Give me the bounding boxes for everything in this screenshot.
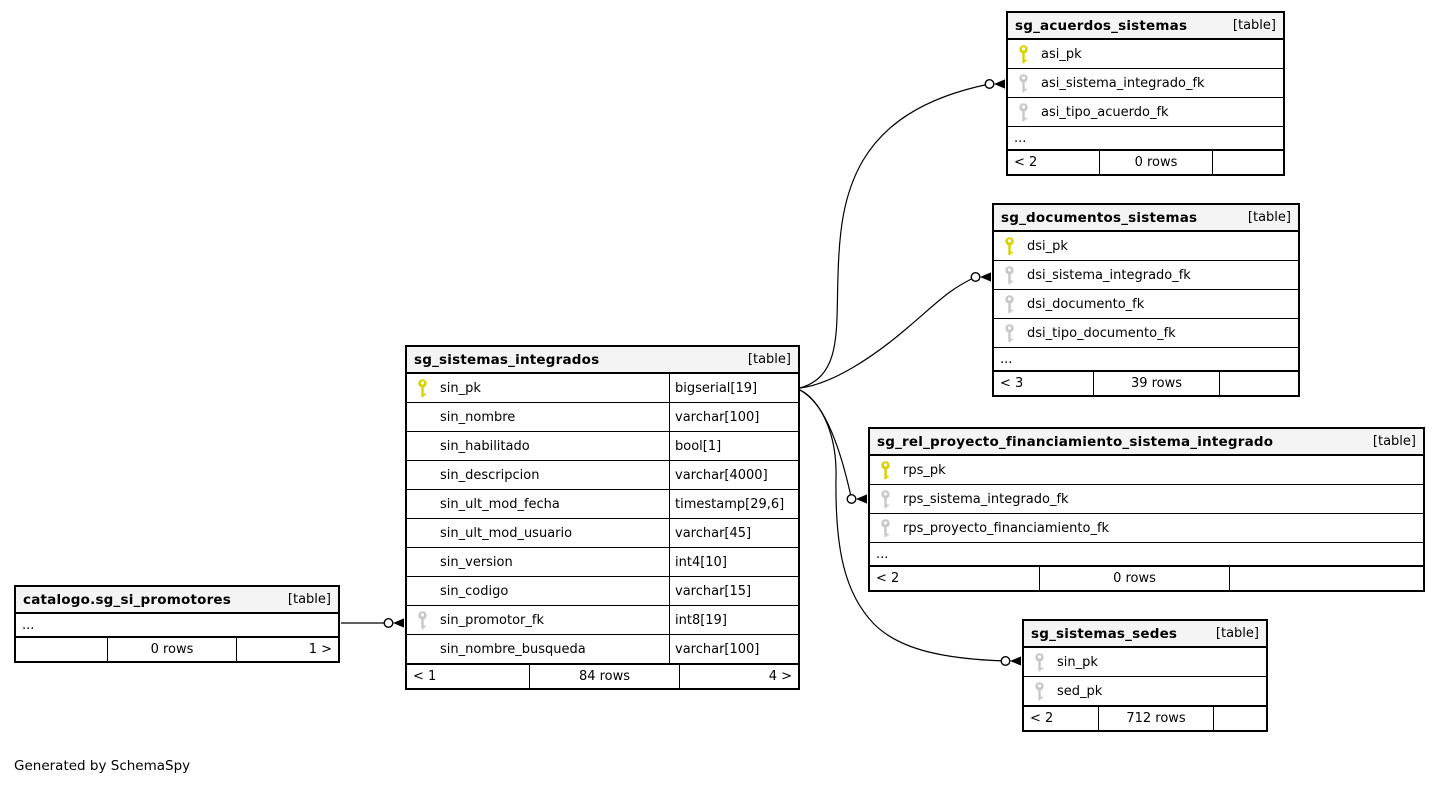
table-title: sg_rel_proyecto_financiamiento_sistema_integrado — [877, 433, 1274, 450]
foreign-key-icon — [1018, 74, 1029, 93]
footer-children: 1 > — [308, 642, 332, 657]
crow-arrow-icon — [856, 494, 867, 503]
table-tag: [table] — [1232, 18, 1276, 33]
table-title: sg_sistemas_sedes — [1031, 625, 1178, 642]
column-row — [870, 514, 1423, 543]
foreign-key-icon — [880, 490, 891, 509]
table-header — [16, 587, 338, 614]
footer-parents: < 2 — [1024, 707, 1099, 730]
crow-arrow-icon — [1010, 656, 1021, 665]
column-name: sin_promotor_fk — [440, 612, 545, 628]
column-name: sin_nombre_busqueda — [440, 641, 586, 657]
ellipsis-row: ... — [994, 348, 1298, 371]
primary-key-icon — [880, 461, 891, 480]
zero-circle-icon — [1001, 657, 1010, 666]
column-name: sin_pk — [440, 380, 481, 396]
zero-circle-icon — [971, 273, 980, 282]
column-row — [1008, 69, 1283, 98]
crow-arrow-icon — [393, 618, 404, 627]
column-name: rps_pk — [903, 462, 946, 478]
column-row — [407, 432, 798, 461]
column-row — [1024, 677, 1266, 706]
footer-rowcount: 39 rows — [1094, 372, 1220, 395]
footer-rowcount: 0 rows — [108, 638, 237, 661]
footer-children — [1214, 707, 1266, 730]
column-name: dsi_sistema_integrado_fk — [1027, 267, 1191, 283]
table-footer — [1024, 706, 1266, 730]
column-name: asi_sistema_integrado_fk — [1041, 75, 1205, 91]
ellipsis-row: ... — [1008, 127, 1283, 150]
footer-children — [1213, 151, 1283, 174]
foreign-key-icon — [417, 611, 428, 630]
column-row — [870, 456, 1423, 485]
column-row — [407, 519, 798, 548]
table-node-sg-sistemas-sedes[interactable] — [1022, 619, 1268, 732]
column-name: rps_proyecto_financiamiento_fk — [903, 520, 1110, 536]
column-row — [1008, 40, 1283, 69]
primary-key-icon — [417, 379, 428, 398]
table-title: catalogo.sg_si_promotores — [23, 591, 232, 608]
edge-integrados-rel-proyecto — [800, 390, 852, 499]
foreign-key-icon — [1018, 103, 1029, 122]
column-name: sin_codigo — [440, 583, 509, 599]
column-name: dsi_pk — [1027, 238, 1068, 254]
zero-circle-icon — [985, 80, 994, 89]
column-name: sin_version — [440, 554, 513, 570]
foreign-key-icon — [1004, 295, 1015, 314]
foreign-key-icon — [1034, 653, 1045, 672]
column-row — [1008, 98, 1283, 127]
column-row — [994, 290, 1298, 319]
table-footer — [994, 371, 1298, 395]
footer-rowcount: 0 rows — [1040, 567, 1230, 590]
column-name: sin_ult_mod_fecha — [440, 496, 560, 512]
foreign-key-icon — [1004, 266, 1015, 285]
table-title: sg_acuerdos_sistemas — [1015, 17, 1188, 34]
table-footer — [407, 664, 798, 688]
column-row — [407, 577, 798, 606]
column-name: rps_sistema_integrado_fk — [903, 491, 1069, 507]
footer-parents — [16, 638, 108, 661]
table-node-sg-documentos-sistemas[interactable] — [992, 203, 1300, 397]
crow-arrow-icon — [994, 79, 1005, 88]
footer-parents: < 1 — [407, 665, 530, 688]
edge-integrados-documentos — [800, 277, 976, 388]
foreign-key-icon — [1004, 324, 1015, 343]
column-row — [994, 319, 1298, 348]
column-row — [407, 635, 798, 664]
column-type: timestamp[29,6] — [669, 490, 798, 518]
column-type: bigserial[19] — [669, 374, 798, 402]
column-name: sin_nombre — [440, 409, 516, 425]
table-tag: [table] — [1247, 210, 1291, 225]
column-row — [407, 461, 798, 490]
ellipsis-row: ... — [16, 614, 338, 637]
footer-rowcount: 84 rows — [530, 665, 680, 688]
zero-circle-icon — [847, 495, 856, 504]
column-row — [994, 232, 1298, 261]
crow-arrow-icon — [980, 272, 991, 281]
footer-children: 4 > — [768, 669, 792, 684]
table-tag: [table] — [1215, 626, 1259, 641]
column-row — [407, 374, 798, 403]
column-type: varchar[4000] — [669, 461, 798, 489]
footer-children — [1230, 567, 1423, 590]
table-footer — [870, 566, 1423, 590]
column-row — [407, 490, 798, 519]
footer-parents: < 2 — [870, 567, 1040, 590]
column-row — [407, 606, 798, 635]
column-name: dsi_documento_fk — [1027, 296, 1145, 312]
table-header — [994, 205, 1298, 232]
table-tag: [table] — [287, 592, 331, 607]
table-node-catalogo-sg-si-promotores[interactable] — [14, 585, 340, 663]
table-footer — [16, 637, 338, 661]
table-header — [407, 347, 798, 374]
column-row — [994, 261, 1298, 290]
column-type: bool[1] — [669, 432, 798, 460]
footer-rowcount: 712 rows — [1099, 707, 1214, 730]
column-name: sed_pk — [1057, 683, 1103, 699]
generated-by-note: Generated by SchemaSpy — [14, 758, 191, 774]
edge-integrados-acuerdos — [800, 84, 990, 388]
column-type: varchar[45] — [669, 519, 798, 547]
column-name: asi_tipo_acuerdo_fk — [1041, 104, 1169, 120]
column-row — [407, 403, 798, 432]
primary-key-icon — [1018, 45, 1029, 64]
column-type: varchar[100] — [669, 635, 798, 663]
foreign-key-icon — [1034, 682, 1045, 701]
footer-children — [1220, 372, 1298, 395]
table-tag: [table] — [1372, 434, 1416, 449]
table-node-sg-sistemas-integrados[interactable] — [405, 345, 800, 690]
column-type: varchar[100] — [669, 403, 798, 431]
table-title: sg_documentos_sistemas — [1001, 209, 1198, 226]
column-name: asi_pk — [1041, 46, 1082, 62]
column-name: sin_ult_mod_usuario — [440, 525, 573, 541]
ellipsis-row: ... — [870, 543, 1423, 566]
column-name: sin_habilitado — [440, 438, 530, 454]
table-header — [1024, 621, 1266, 648]
table-header — [1008, 13, 1283, 40]
column-row — [407, 548, 798, 577]
column-name: sin_pk — [1057, 654, 1098, 670]
footer-parents: < 3 — [994, 372, 1094, 395]
table-footer — [1008, 150, 1283, 174]
column-name: dsi_tipo_documento_fk — [1027, 325, 1176, 341]
table-tag: [table] — [747, 352, 791, 367]
footer-parents: < 2 — [1008, 151, 1100, 174]
column-type: int8[19] — [669, 606, 798, 634]
column-type: int4[10] — [669, 548, 798, 576]
column-type: varchar[15] — [669, 577, 798, 605]
table-node-sg-rel-proyecto-financiamiento-sistema-integrado[interactable] — [868, 427, 1425, 592]
table-node-sg-acuerdos-sistemas[interactable] — [1006, 11, 1285, 176]
column-row — [870, 485, 1423, 514]
column-row — [1024, 648, 1266, 677]
table-header — [870, 429, 1423, 456]
primary-key-icon — [1004, 237, 1015, 256]
zero-circle-icon — [384, 619, 393, 628]
table-title: sg_sistemas_integrados — [414, 351, 600, 368]
foreign-key-icon — [880, 519, 891, 538]
footer-rowcount: 0 rows — [1100, 151, 1213, 174]
column-name: sin_descripcion — [440, 467, 540, 483]
